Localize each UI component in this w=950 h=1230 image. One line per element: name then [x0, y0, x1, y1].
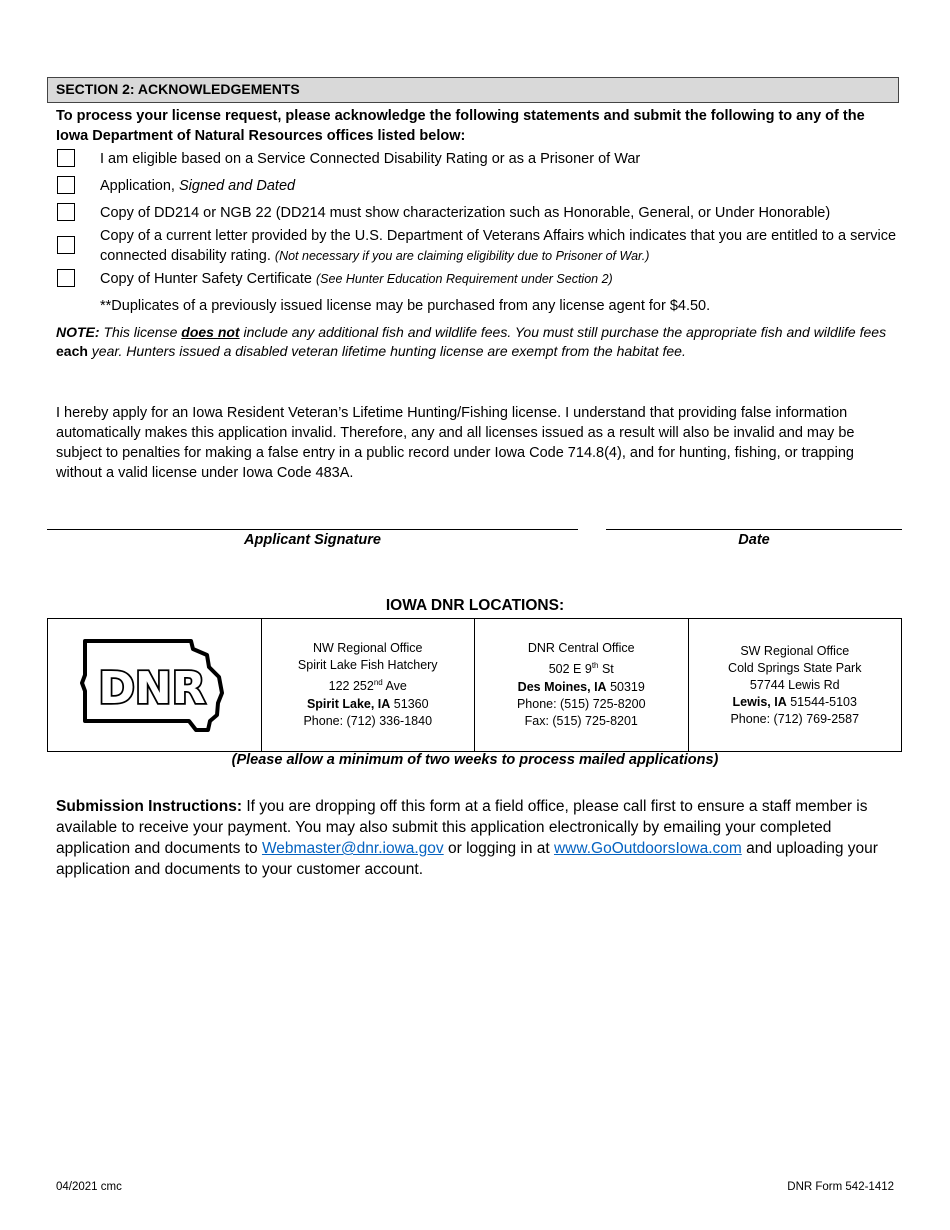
footer-revision: 04/2021 cmc	[56, 1181, 122, 1193]
processing-time-note: (Please allow a minimum of two weeks to process mailed applications)	[231, 752, 719, 768]
checklist-item-va-letter: Copy of a current letter provided by the U.S. Department of Veterans Affairs which indicates that you are entitled to a service connected disability rating. (Not necessary if you are claiming eligibility due to Prisoner of War.)	[100, 228, 897, 264]
office-nw	[261, 619, 475, 751]
office-central-fax: Fax: (515) 725-8201	[524, 713, 638, 728]
date-label: Date	[738, 532, 770, 548]
dnr-logo-cell	[48, 619, 261, 751]
checklist-item-dd214: Copy of DD214 or NGB 22 (DD214 must show characterization such as Honorable, General, or Under Honorable)	[100, 205, 831, 221]
office-nw-line2: Spirit Lake Fish Hatchery	[297, 658, 438, 673]
application-statement: I hereby apply for an Iowa Resident Veteran’s Lifetime Hunting/Fishing license. I understand that providing false information automatically makes this application invalid. Therefore, any and all licenses issued as a result will also be invalid and may be subject to penalties for making a false entry in a public record under Iowa Code 714.8(4), and for hunting, fishing, or trapping without a valid license under Iowa Code 483A.	[56, 405, 855, 481]
office-nw-name: NW Regional Office	[312, 641, 423, 656]
fees-note: NOTE: This license does not include any additional fish and wildlife fees. You must still purchase the appropriate fish and wildlife fees each year. Hunters issued a disabled veteran lifetime hunting license are exempt from the habitat fee.	[56, 324, 887, 359]
office-nw-phone: Phone: (712) 336-1840	[303, 713, 433, 728]
office-central-address: 502 E 9th St	[548, 661, 614, 677]
office-sw-city: Lewis, IA 51544-5103	[732, 694, 857, 709]
duplicates-note: **Duplicates of a previously issued license may be purchased from any license agent for $4.50.	[100, 298, 711, 314]
gooutdoorsiowa-link[interactable]: www.GoOutdoorsIowa.com	[553, 840, 742, 857]
office-central-city: Des Moines, IA 50319	[517, 679, 645, 694]
checkbox-application[interactable]	[57, 176, 75, 194]
office-sw-name: SW Regional Office	[740, 643, 850, 658]
office-nw-city: Spirit Lake, IA 51360	[306, 696, 429, 711]
checklist-item-hunter-safety: Copy of Hunter Safety Certificate (See Hunter Education Requirement under Section 2)	[100, 271, 613, 287]
locations-table	[47, 618, 902, 752]
office-sw	[688, 619, 902, 751]
submission-instructions: Submission Instructions: If you are dropping off this form at a field office, please call first to ensure a staff member is available to receive your payment. You may also submit this application electronically by emailing your completed application and documents to Webmaster@dnr.iowa.gov or logging in at www.GoOutdoorsIowa.com and uploading your application and documents to your customer account.	[56, 798, 878, 878]
section-header: SECTION 2: ACKNOWLEDGEMENTS	[47, 77, 899, 103]
checkbox-va-letter[interactable]	[57, 236, 75, 254]
footer-form-number: DNR Form 542-1412	[787, 1181, 894, 1193]
office-central-phone: Phone: (515) 725-8200	[516, 696, 646, 711]
locations-title: IOWA DNR LOCATIONS:	[385, 597, 565, 614]
checkbox-dd214[interactable]	[57, 203, 75, 221]
checkbox-eligibility[interactable]	[57, 149, 75, 167]
office-central-name: DNR Central Office	[527, 641, 635, 656]
dnr-logo-text: DNR	[98, 663, 206, 714]
dnr-logo-icon	[79, 635, 229, 735]
date-line[interactable]	[606, 529, 902, 530]
applicant-signature-line[interactable]	[47, 529, 578, 530]
checklist-item-eligibility: I am eligible based on a Service Connected Disability Rating or as a Prisoner of War	[100, 151, 641, 167]
office-nw-address: 122 252nd Ave	[328, 678, 407, 694]
office-sw-line2: Cold Springs State Park	[728, 660, 862, 675]
office-sw-phone: Phone: (712) 769-2587	[730, 711, 860, 726]
checkbox-hunter-safety[interactable]	[57, 269, 75, 287]
office-sw-address: 57744 Lewis Rd	[749, 677, 840, 692]
office-central	[474, 619, 688, 751]
applicant-signature-label: Applicant Signature	[244, 532, 381, 548]
section-intro: To process your license request, please acknowledge the following statements and submit the following to any of the Iowa Department of Natural Resources offices listed below:	[56, 108, 865, 144]
checklist-item-application: Application, Signed and Dated	[100, 178, 296, 194]
webmaster-email-link[interactable]: Webmaster@dnr.iowa.gov	[261, 840, 444, 857]
